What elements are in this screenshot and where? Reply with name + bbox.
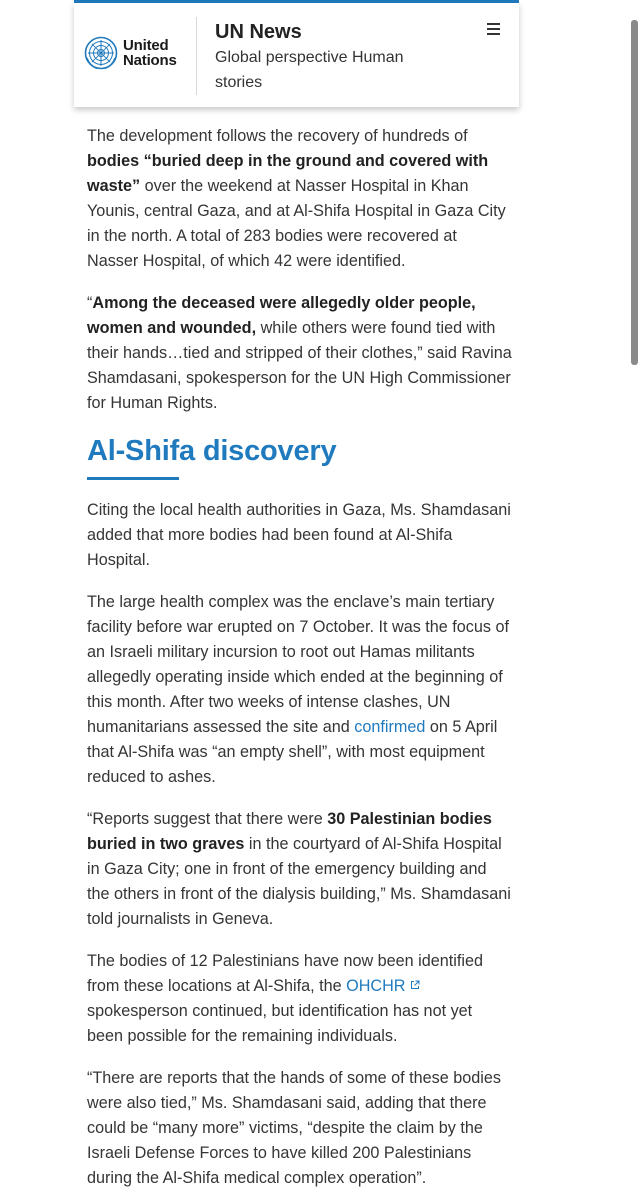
article-paragraph: “There are reports that the hands of some of these bodies were also tied,” Ms. Shamdasani said, adding that there could be “many more” victims, “despite the claim by the Israeli Defense Forces to have killed 200 Palestinians during the Al-Shifa medical complex operation”. (87, 1069, 501, 1187)
heading-underline (87, 477, 179, 480)
site-title[interactable]: UN News (215, 21, 302, 43)
logo-text-line2: Nations (123, 52, 177, 69)
article-body (87, 124, 512, 1200)
page-scrollbar[interactable] (631, 20, 638, 365)
section-heading: Al-Shifa discovery (87, 435, 337, 467)
article-paragraph: “Reports suggest that there were 30 Palestinian bodies buried in two graves in the courtyard of Al-Shifa Hospital in Gaza City; one in front of the emergency building and the others in front of the dialysis building,” Ms. Shamdasani told journalists in Geneva. (87, 810, 511, 928)
article-paragraph: The bodies of 12 Palestinians have now been identified from these locations at Al-Shifa, the OHCHR spokesperson continued, but identification has not yet been possible for the remaining individuals. (87, 952, 483, 1045)
article-paragraph: “Among the deceased were allegedly older people, women and wounded, while others were found tied with their hands…tied and stripped of their clothes,” said Ravina Shamdasani, spokesperson for the UN High Commissioner for Human Rights. (87, 294, 512, 412)
un-wordmark (123, 38, 177, 68)
emphasis-text: bodies “buried deep in the ground and covered with waste” (87, 152, 489, 195)
article-paragraph: The development follows the recovery of hundreds of bodies “buried deep in the ground and covered with waste” over the weekend at Nasser Hospital in Khan Younis, central Gaza, and at Al-Shifa Hospital in Gaza City in the north. A total of 283 bodies were recovered at Nasser Hospital, of which 42 were identified. (87, 127, 506, 270)
emphasis-text: 30 Palestinian bodies buried in two graves (87, 810, 492, 853)
hamburger-menu-icon[interactable] (483, 23, 503, 39)
article-paragraph: Citing the local health authorities in Gaza, Ms. Shamdasani added that more bodies had been found at Al-Shifa Hospital. (87, 501, 511, 569)
un-emblem-icon (84, 36, 118, 70)
ohchr-link[interactable]: OHCHR (346, 977, 419, 995)
site-tagline: Global perspective Human stories (215, 49, 404, 91)
logo-text-line1: United (123, 37, 169, 54)
un-logo[interactable] (84, 36, 177, 70)
confirmed-link[interactable]: confirmed (354, 718, 426, 736)
external-link-icon (410, 980, 420, 990)
header-divider (196, 17, 197, 95)
article-paragraph: The large health complex was the enclave’s main tertiary facility before war erupted on 7 October. It was the focus of an Israeli military incursion to root out Hamas militants allegedly operating inside which ended at the beginning of this month. After two weeks of intense clashes, UN humanitarians assessed the site and confirmed on 5 April that Al-Shifa was “an empty shell”, with most equipment reduced to ashes. (87, 593, 509, 786)
emphasis-text: Among the deceased were allegedly older people, women and wounded, (87, 294, 476, 337)
site-header (74, 3, 519, 107)
